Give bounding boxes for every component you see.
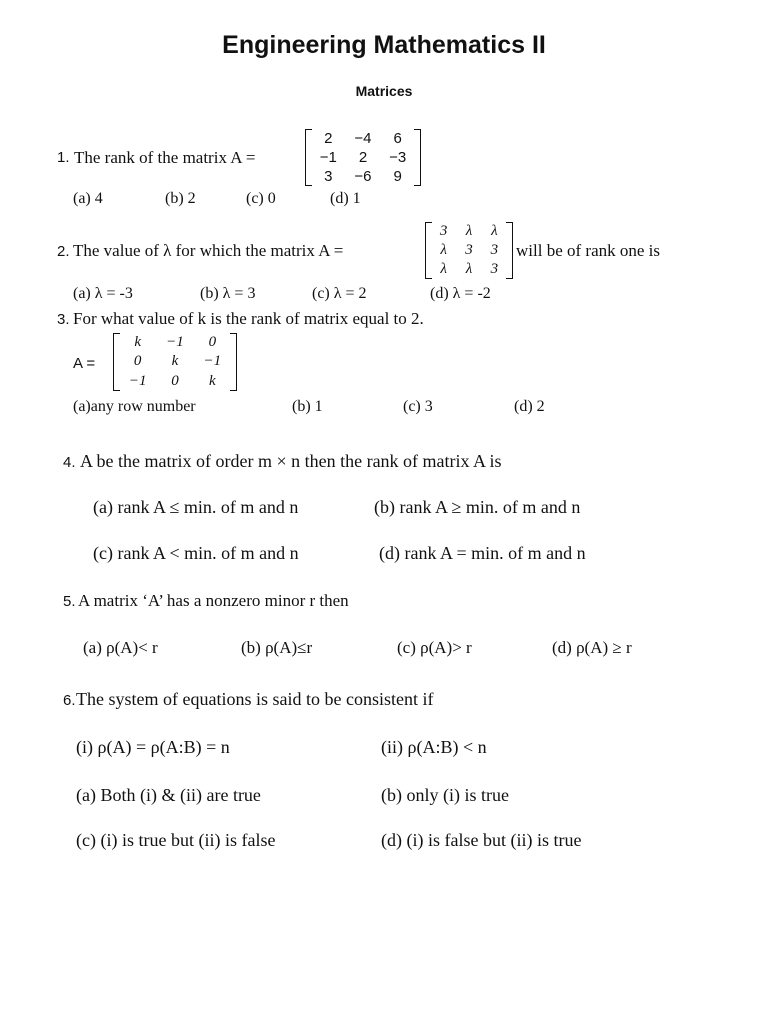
question-number: 1.	[57, 149, 70, 166]
option-b: (b) 2	[165, 190, 196, 207]
option-a: (a) rank A ≤ min. of m and n	[93, 497, 299, 517]
question-text-continued: will be of rank one is	[516, 241, 660, 260]
matrix-cell: k	[208, 372, 216, 389]
matrix-cell: 3	[490, 261, 499, 277]
option-a: (a) 4	[73, 190, 103, 207]
option-b: (b) only (i) is true	[381, 785, 509, 805]
question-text: The system of equations is said to be consistent if	[76, 689, 434, 709]
option-c: (c) 0	[246, 190, 276, 207]
statement-i: (i) ρ(A) = ρ(A:B) = n	[76, 737, 230, 757]
matrix-cell: −1	[319, 149, 337, 166]
matrix-cell: −1	[166, 334, 184, 351]
question-number: 5.	[63, 593, 76, 610]
matrix-cell: 6	[393, 130, 402, 147]
option-b: (b) λ = 3	[200, 285, 256, 302]
matrix-cell: 3	[439, 223, 448, 239]
matrix-cell: −1	[128, 372, 147, 389]
statement-ii: (ii) ρ(A:B) < n	[381, 737, 487, 757]
matrix-a	[113, 333, 237, 391]
question-number: 6.	[63, 692, 76, 709]
section-subtitle: Matrices	[355, 83, 413, 99]
option-b: (b) ρ(A)≤r	[241, 638, 313, 657]
question-number: 4.	[63, 454, 76, 471]
option-b: (b) 1	[292, 398, 323, 415]
matrix-label: A =	[73, 355, 96, 372]
question-text: For what value of k is the rank of matrix equal to 2.	[73, 309, 424, 328]
matrix-cell: λ	[465, 261, 473, 277]
matrix-cell: k	[171, 353, 179, 370]
matrix-cell: k	[134, 334, 141, 351]
matrix-cell: −1	[203, 353, 222, 370]
matrix-cell: 3	[490, 242, 499, 258]
option-a: (a) λ = -3	[73, 285, 133, 302]
option-c: (c) λ = 2	[312, 285, 367, 302]
matrix-cell: −4	[354, 130, 372, 147]
matrix-a	[425, 222, 513, 279]
matrix-cell: 2	[358, 149, 368, 166]
matrix-cell: −6	[354, 168, 372, 185]
option-c: (c) (i) is true but (ii) is false	[76, 830, 276, 850]
matrix-cell: 3	[324, 168, 333, 185]
matrix-cell: 0	[171, 372, 179, 389]
matrix-cell: 0	[208, 334, 217, 351]
option-c: (c) ρ(A)> r	[397, 638, 472, 657]
option-a: (a)any row number	[73, 398, 196, 415]
option-a: (a) Both (i) & (ii) are true	[76, 785, 261, 805]
option-d: (d) 2	[514, 398, 545, 415]
option-c: (c) 3	[403, 398, 433, 415]
matrix-a	[305, 129, 421, 186]
question-text: A be the matrix of order m × n then the rank of matrix A is	[80, 451, 502, 471]
option-d: (d) rank A = min. of m and n	[379, 543, 586, 563]
matrix-cell: −3	[389, 149, 407, 166]
option-d: (d) ρ(A) ≥ r	[552, 638, 632, 657]
matrix-cell: 9	[393, 168, 402, 185]
matrix-cell: λ	[440, 261, 447, 277]
matrix-cell: λ	[465, 223, 473, 239]
option-d: (d) (i) is false but (ii) is true	[381, 830, 582, 850]
option-a: (a) ρ(A)< r	[83, 638, 158, 657]
question-number: 3.	[57, 311, 70, 328]
option-c: (c) rank A < min. of m and n	[93, 543, 299, 563]
matrix-cell: 3	[465, 242, 473, 258]
question-text: The value of λ for which the matrix A =	[73, 241, 344, 260]
matrix-cell: 2	[324, 130, 333, 147]
question-number: 2.	[57, 243, 70, 260]
matrix-cell: 0	[133, 353, 142, 370]
matrix-cell: λ	[491, 223, 498, 239]
question-text: A matrix ‘A’ has a nonzero minor r then	[78, 591, 349, 610]
option-b: (b) rank A ≥ min. of m and n	[374, 497, 581, 517]
option-d: (d) λ = -2	[430, 285, 491, 302]
question-text: The rank of the matrix A =	[74, 148, 256, 167]
option-d: (d) 1	[330, 190, 361, 207]
matrix-cell: λ	[440, 242, 447, 258]
page-title: Engineering Mathematics II	[222, 31, 546, 59]
